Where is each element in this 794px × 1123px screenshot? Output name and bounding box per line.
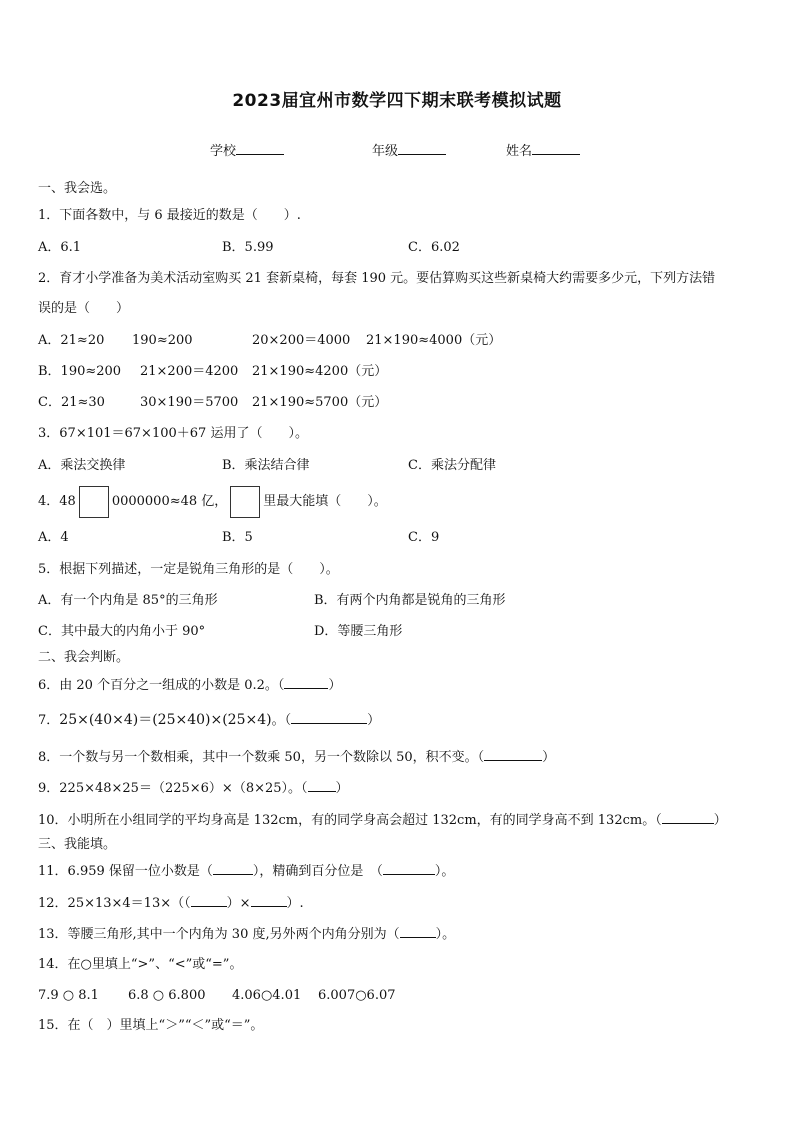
q2-c-part-3: 21×190≈5700（元） <box>252 395 388 410</box>
q1-option-b: B．5.99 <box>222 240 274 255</box>
q2-b-part-2: 21×200＝4200 <box>140 364 239 379</box>
q11 <box>38 862 454 881</box>
q11-part-3: ）。 <box>434 864 455 879</box>
q11-part-1: 11．6.959 保留一位小数是（ <box>38 864 213 879</box>
q10-close: ） <box>713 813 727 828</box>
q7-close: ） <box>367 713 381 728</box>
q8-close: ） <box>542 750 556 765</box>
q4-part-2: 0000000≈48 亿， <box>111 494 228 509</box>
q2-a-part-2: 190≈200 <box>132 333 193 348</box>
q4-option-c: C．9 <box>408 530 440 545</box>
q2-b-part-1: B．190≈200 <box>38 364 122 379</box>
q13-part-2: ）。 <box>435 927 456 942</box>
q13-part-1: 13．等腰三角形,其中一个内角为 30 度,另外两个内角分别为（ <box>38 927 400 942</box>
q3-stem: 3．67×101＝67×100＋67 运用了（ ）。 <box>38 426 308 441</box>
q12-blank-1[interactable] <box>191 894 227 907</box>
q3-option-b: B．乘法结合律 <box>222 458 310 473</box>
q10-answer-blank[interactable] <box>662 811 714 824</box>
q6-text: 6．由 20 个百分之一组成的小数是 0.2。（ <box>38 678 285 693</box>
q4-option-b: B．5 <box>222 530 253 545</box>
q11-blank-2[interactable] <box>383 862 435 875</box>
q4-part-3: 里最大能填（ ）。 <box>263 494 387 509</box>
q12-part-3: ）. <box>286 896 304 911</box>
q3-option-c: C．乘法分配律 <box>408 458 496 473</box>
q12-part-2: ）× <box>226 896 251 911</box>
q2-a-part-1: A．21≈20 <box>38 333 105 348</box>
q11-part-2: ），精确到百分位是 （ <box>252 864 383 879</box>
grade-label: 年级 <box>372 144 399 159</box>
q7 <box>38 711 380 730</box>
q8-text: 8．一个数与另一个数相乘，其中一个数乘 50，另一个数除以 50，积不变。（ <box>38 750 485 765</box>
q13 <box>38 925 455 944</box>
q1-option-a: A．6.1 <box>38 240 82 255</box>
q6-answer-blank[interactable] <box>284 676 328 689</box>
q1-option-c: C．6.02 <box>408 240 460 255</box>
q7-number: 7． <box>38 713 60 728</box>
q12-part-1: 12．25×13×4＝13×（（ <box>38 896 191 911</box>
q15-stem: 15．在（ ）里填上“＞”“＜”或“＝”。 <box>38 1018 264 1033</box>
q9-close: ） <box>335 781 349 796</box>
q13-blank[interactable] <box>400 925 436 938</box>
q4-answer-box-2[interactable] <box>230 486 260 518</box>
q8-answer-blank[interactable] <box>484 748 542 761</box>
name-label: 姓名 <box>506 144 533 159</box>
school-field <box>210 140 284 159</box>
q5-option-b: B．有两个内角都是锐角的三角形 <box>314 593 506 608</box>
q14-stem: 14．在○里填上“>”、“<”或“=”。 <box>38 957 243 972</box>
grade-field <box>372 140 446 159</box>
q2-c-part-2: 30×190＝5700 <box>140 395 239 410</box>
q14-item-1: 7.9 ○ 8.1 <box>38 988 99 1003</box>
q9-text: 9．225×48×25＝（225×6）×（8×25）。（ <box>38 781 308 796</box>
q4-part-1: 4．48 <box>38 494 76 509</box>
q3-option-a: A．乘法交换律 <box>38 458 126 473</box>
q5-option-d: D．等腰三角形 <box>314 624 403 639</box>
q1-stem: 1．下面各数中，与 6 最接近的数是（ ）. <box>38 208 301 223</box>
q2-c-part-1: C．21≈30 <box>38 395 105 410</box>
q7-expression: 25×(40×4)＝(25×40)×(25×4) <box>59 712 272 728</box>
q10-text: 10．小明所在小组同学的平均身高是 132cm，有的同学身高会超过 132cm，有的同学身高不到 132cm。（ <box>38 813 662 828</box>
q14-item-2: 6.8 ○ 6.800 <box>128 988 206 1003</box>
name-blank[interactable] <box>532 142 580 155</box>
q4-option-a: A．4 <box>38 530 69 545</box>
q12 <box>38 894 304 913</box>
q5-stem: 5．根据下列描述，一定是锐角三角形的是（ ）。 <box>38 562 339 577</box>
q2-a-part-4: 21×190≈4000（元） <box>366 333 502 348</box>
q2-stem-line-2: 误的是（ ） <box>38 301 130 316</box>
grade-blank[interactable] <box>398 142 446 155</box>
q7-text: 。（ <box>271 713 292 728</box>
school-label: 学校 <box>210 144 237 159</box>
name-field <box>506 140 580 159</box>
q2-b-part-3: 21×190≈4200（元） <box>252 364 388 379</box>
q12-blank-2[interactable] <box>251 894 287 907</box>
section-3-heading: 三、我能填。 <box>38 837 117 852</box>
q9-answer-blank[interactable] <box>308 779 336 792</box>
q5-option-a: A．有一个内角是 85°的三角形 <box>38 593 218 608</box>
q2-a-part-3: 20×200＝4000 <box>252 333 351 348</box>
q6 <box>38 676 341 695</box>
q10 <box>38 811 727 830</box>
q14-item-3: 4.06○4.01 <box>232 988 302 1003</box>
q11-blank-1[interactable] <box>213 862 253 875</box>
section-1-heading: 一、我会选。 <box>38 181 117 196</box>
q2-stem-line-1: 2．育才小学准备为美术活动室购买 21 套新桌椅，每套 190 元。要估算购买这些新桌椅大约需要多少元，下列方法错 <box>38 271 716 286</box>
q7-answer-blank[interactable] <box>291 711 367 724</box>
q8 <box>38 748 555 767</box>
q6-close: ） <box>328 678 342 693</box>
school-blank[interactable] <box>236 142 284 155</box>
q4-answer-box-1[interactable] <box>79 486 109 518</box>
section-2-heading: 二、我会判断。 <box>38 650 130 665</box>
q14-item-4: 6.007○6.07 <box>318 988 396 1003</box>
q9 <box>38 779 349 798</box>
q5-option-c: C．其中最大的内角小于 90° <box>38 624 206 639</box>
q4-stem <box>38 485 387 519</box>
page-title: 2023届宜州市数学四下期末联考模拟试题 <box>232 91 562 111</box>
